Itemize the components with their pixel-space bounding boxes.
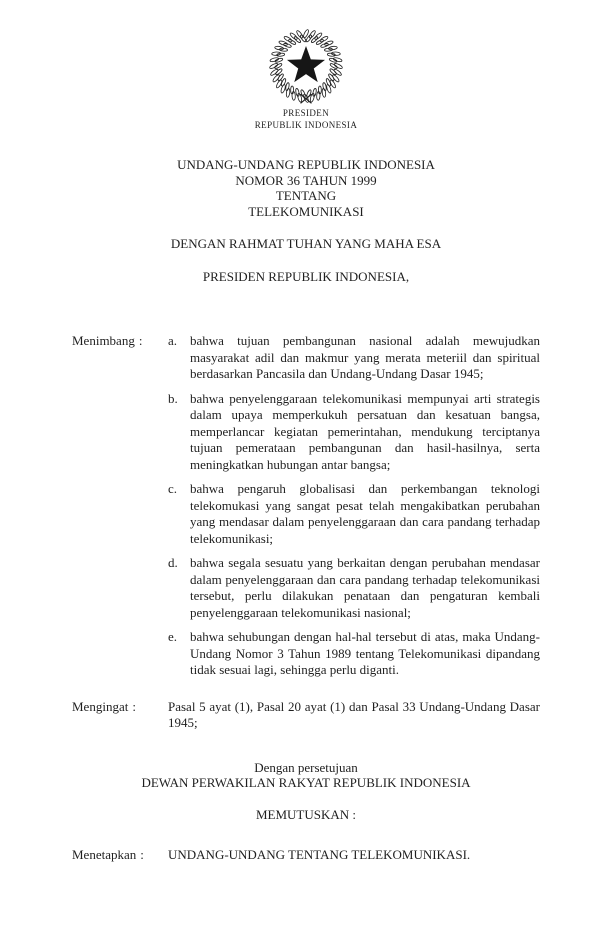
item-text: bahwa sehubungan dengan hal-hal tersebut di atas, maka Undang-Undang Nomor 3 Tahun 1989 tentang Telekomunikasi dipandang tidak sesuai lagi, sehingga perlu diganti. [190,629,540,677]
menimbang-item-e [168,629,540,679]
item-text: bahwa segala sesuatu yang berkaitan dengan perubahan mendasar dalam penyelenggaraan dan cara pandang terhadap telekomunikasi tersebut, perlu dilakukan penataan dan pengaturan kembali penyelenggaraan telekomunikasi nasional; [190,555,540,620]
memutuskan-line: MEMUTUSKAN : [255,806,357,822]
document-header [72,26,540,131]
title-line-2: NOMOR 36 TAHUN 1999 [235,172,377,188]
menimbang-label-text: Menimbang [72,333,135,348]
emblem-caption-republik: REPUBLIK INDONESIA [254,119,358,130]
agreement-block [72,760,540,790]
grace-line: DENGAN RAHMAT TUHAN YANG MAHA ESA [170,236,442,251]
item-letter: c. [168,481,178,496]
menimbang-colon: : [138,333,143,348]
star-wreath-emblem-icon [264,26,348,106]
menimbang-item-d [168,555,540,621]
item-text: bahwa penyelenggaraan telekomunikasi mempunyai arti strategis dalam upaya memperkukuh persatuan dan kesatuan bangsa, memperlancar kegiatan pemerintahan, mendukung terciptanya tujuan pemerataan pembangunan dan hasil-hasilnya, serta meningkatkan hubungan antar bangsa; [190,390,540,472]
agreement-line-1: Dengan persetujuan [254,759,358,775]
menimbang-item-c [168,481,540,547]
title-line-4: TELEKOMUNIKASI [248,203,364,219]
mengingat-label [72,699,168,716]
menimbang-items [168,333,540,679]
menimbang-item-b [168,391,540,474]
menimbang-item-a [168,333,540,383]
menetapkan-label-text: Menetapkan [72,846,137,862]
mengingat-section [72,699,540,732]
title-line-3: TENTANG [275,188,337,203]
menetapkan-label [72,847,168,864]
item-letter: a. [168,333,178,348]
item-text: bahwa tujuan pembangunan nasional adalah mewujudkan masyarakat adil dan makmur yang merata meteriil dan spiritual berdasarkan Pancasila dan Undang-Undang Dasar 1945; [190,333,540,381]
document-title [72,157,540,219]
president-line: PRESIDEN REPUBLIK INDONESIA, [202,269,410,284]
menetapkan-text: UNDANG-UNDANG TENTANG TELEKOMUNIKASI. [168,846,471,862]
menetapkan-section [72,847,540,864]
mengingat-label-text: Mengingat [72,698,129,714]
item-letter: d. [168,555,178,570]
emblem-caption-presiden: PRESIDEN [282,108,330,118]
agreement-line-2: DEWAN PERWAKILAN RAKYAT REPUBLIK INDONESIA [141,774,471,790]
menimbang-section [72,333,540,679]
star-icon [287,46,325,82]
menetapkan-colon: : [140,846,144,862]
mengingat-colon: : [132,698,136,714]
item-letter: b. [168,390,178,406]
presidential-emblem [72,26,540,106]
menimbang-label [72,333,168,350]
title-line-1: UNDANG-UNDANG REPUBLIK INDONESIA [177,157,435,172]
mengingat-text: Pasal 5 ayat (1), Pasal 20 ayat (1) dan Pasal 33 Undang-Undang Dasar 1945; [168,698,540,730]
item-text: bahwa pengaruh globalisasi dan perkembangan teknologi telekomukasi yang sangat pesat telah mengakibatkan perubahan yang mendasar dalam penyelenggaraan dan cara pandang terhadap telekomunikasi; [190,481,540,546]
item-letter: e. [168,629,178,644]
